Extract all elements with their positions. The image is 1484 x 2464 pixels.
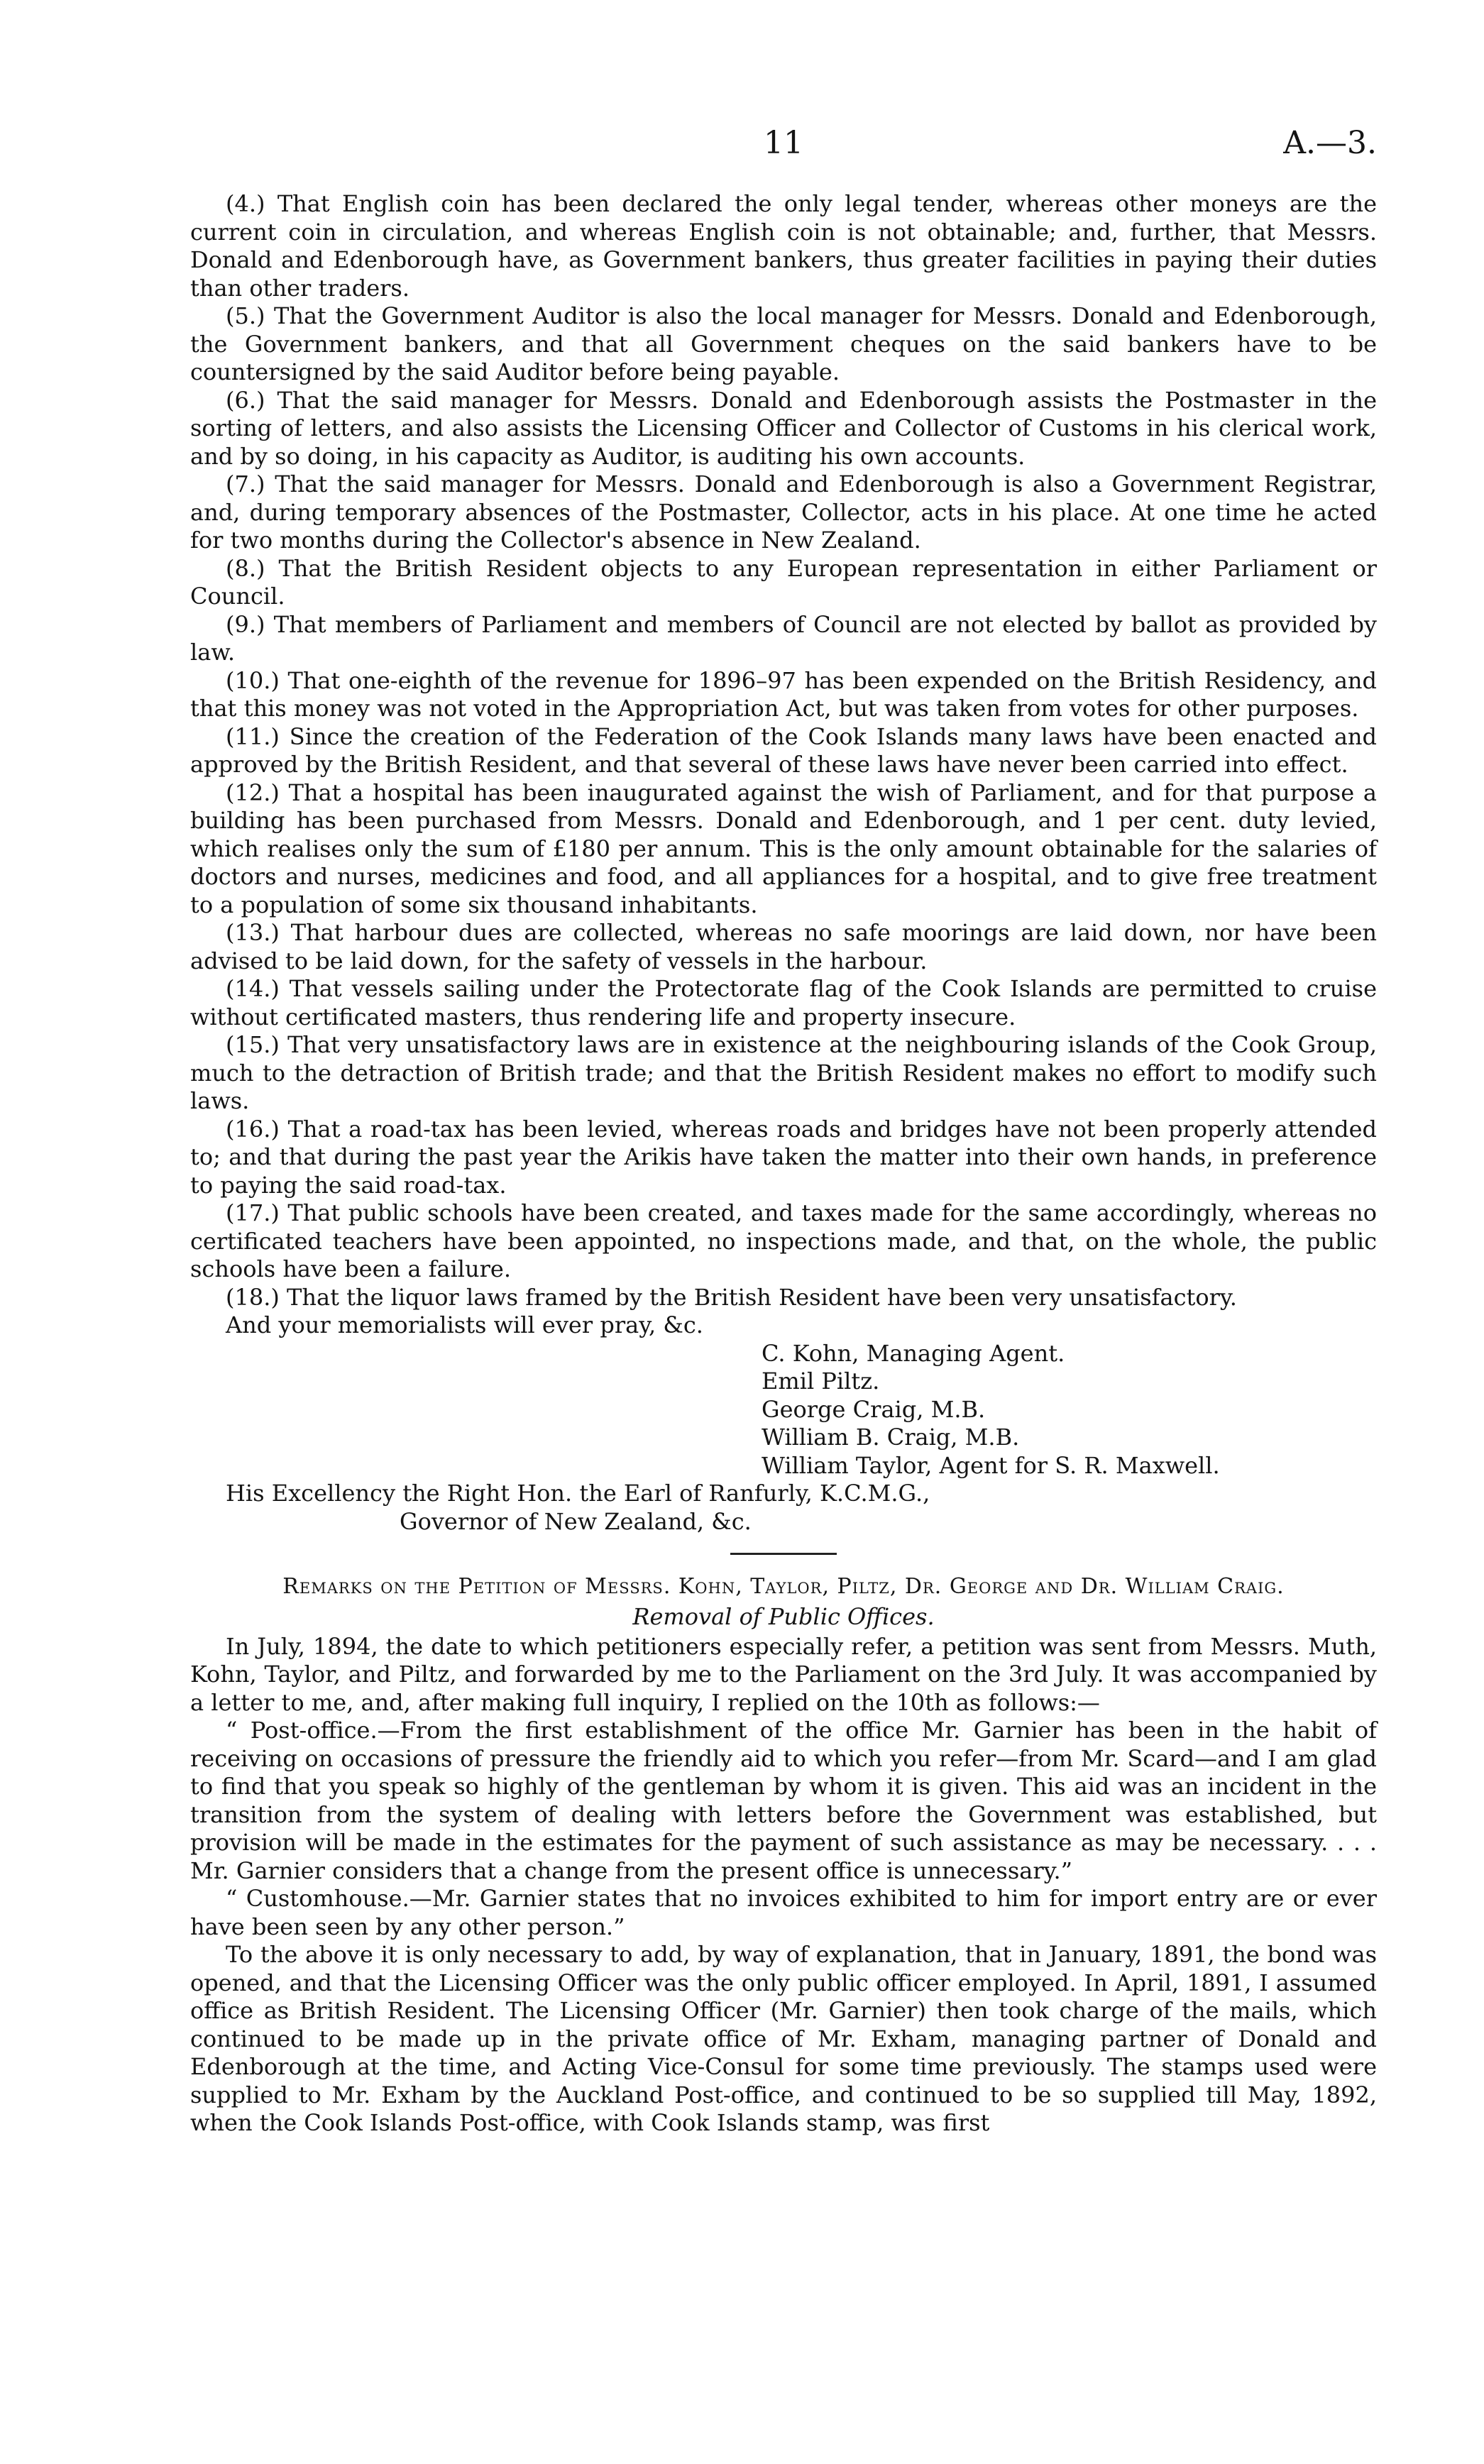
- page-body: [190, 190, 1377, 2138]
- petition-item-12: (12.) That a hospital has been inaugurated against the wish of Parliament, and for that purpose a building has been purchased from Messrs. Donald and Edenborough, and 1 per cent. duty levied, which realises only the sum of £180 per annum. This is the only amount obtainable for the salaries of doctors and nurses, medicines and food, and all appliances for a hospital, and to give free treatment to a population of some six thousand inhabitants.: [190, 779, 1377, 918]
- remarks-paragraph: “ Customhouse.—Mr. Garnier states that no invoices exhibited to him for import entry are or ever have been seen by any other person.”: [190, 1885, 1377, 1940]
- signatory: William Taylor, Agent for S. R. Maxwell.: [762, 1451, 1220, 1479]
- remarks-paragraph: To the above it is only necessary to add, by way of explanation, that in January, 1891, the bond was opened, and that the Licensing Officer was the only public officer employed. In April, 1891, I assumed office as British Resident. The Licensing Officer (Mr. Garnier) then took charge of the mails, which continued to be made up in the private office of Mr. Exham, managing partner of Donald and Edenborough at the time, and Acting Vice-Consul for some time previously. The stamps used were supplied to Mr. Exham by the Auckland Post-office, and continued to be so supplied till May, 1892, when the Cook Islands Post-office, with Cook Islands stamp, was first: [190, 1941, 1377, 2136]
- petition-item-6: (6.) That the said manager for Messrs. Donald and Edenborough assists the Postmaster in the sorting of letters, and also assists the Licensing Officer and Collector of Customs in his clerical work, and by so doing, in his capacity as Auditor, is auditing his own accounts.: [190, 386, 1377, 470]
- petition-item-14: (14.) That vessels sailing under the Protectorate flag of the Cook Islands are permitted to cruise without certificated masters, thus rendering life and property insecure.: [190, 975, 1377, 1030]
- addressee: [190, 1480, 1377, 1536]
- petition-item-10: (10.) That one-eighth of the revenue for 1896–97 has been expended on the British Residency, and that this money was not voted in the Appropriation Act, but was taken from votes for other purposes.: [190, 666, 1377, 722]
- signatory: George Craig, M.B.: [762, 1395, 986, 1423]
- petition-item-7: (7.) That the said manager for Messrs. Donald and Edenborough is also a Government Registrar, and, during temporary absences of the Postmaster, Collector, acts in his place. At one time he acted for two months during the Collector's absence in New Zealand.: [190, 471, 1377, 554]
- petition-item-15: (15.) That very unsatisfactory laws are in existence at the neighbouring islands of the Cook Group, much to the detraction of British trade; and that the British Resident makes no effort to modify such laws.: [190, 1031, 1377, 1114]
- petition-item-9: (9.) That members of Parliament and members of Council are not elected by ballot as provided by law.: [190, 610, 1377, 666]
- petition-item-8: (8.) That the British Resident objects to any European representation in either Parliament or Council.: [190, 554, 1377, 610]
- petition-item-18: (18.) That the liquor laws framed by the British Resident have been very unsatisfactory.: [226, 1283, 1237, 1311]
- section-divider: [730, 1553, 837, 1555]
- signatories: [762, 1340, 1377, 1480]
- signatory: Emil Piltz.: [762, 1368, 880, 1395]
- signatory: William B. Craig, M.B.: [762, 1424, 1020, 1451]
- document-reference: A.—3.: [1283, 125, 1377, 161]
- petition-items: [190, 190, 1377, 1340]
- remarks-paragraph: In July, 1894, the date to which petitioners especially refer, a petition was sent from Messrs. Muth, Kohn, Taylor, and Piltz, and forwarded by me to the Parliament on the 3rd July. It was accompanied by a letter to me, and, after making full inquiry, I replied on the 10th as follows:—: [190, 1632, 1377, 1716]
- signatory: C. Kohn, Managing Agent.: [762, 1339, 1065, 1367]
- petition-item-17: (17.) That public schools have been created, and taxes made for the same accordingly, whereas no certificated teachers have been appointed, no inspections made, and that, on the whole, the public schools have been a failure.: [190, 1199, 1377, 1282]
- petition-item-4: (4.) That English coin has been declared the only legal tender, whereas other moneys are the current coin in circulation, and whereas English coin is not obtainable; and, further, that Messrs. Donald and Edenborough have, as Government bankers, thus greater facilities in paying their duties than other traders.: [190, 190, 1377, 302]
- remarks-paragraphs: [190, 1633, 1377, 2138]
- addressee-line: His Excellency the Right Hon. the Earl of Ranfurly, K.C.M.G.,: [226, 1480, 930, 1507]
- petition-item-11: (11.) Since the creation of the Federation of the Cook Islands many laws have been enacted and approved by the British Resident, and that several of these laws have never been carried into effect.: [190, 722, 1377, 778]
- remarks-paragraph: “ Post-office.—From the first establishment of the office Mr. Garnier has been in the habit of receiving on occasions of pressure the friendly aid to which you refer—from Mr. Scard—and I am glad to find that you speak so highly of the gentleman by whom it is given. This aid was an incident in the transition from the system of dealing with letters before the Government was established, but provision will be made in the estimates for the payment of such assistance as may be necessary. . . . Mr. Garnier considers that a change from the present office is unnecessary.”: [190, 1717, 1377, 1884]
- petition-item-13: (13.) That harbour dues are collected, whereas no safe moorings are laid down, nor have been advised to be laid down, for the safety of vessels in the harbour.: [190, 919, 1377, 974]
- addressee-line: Governor of New Zealand, &c.: [400, 1507, 752, 1535]
- remarks-subheading: Removal of Public Offices.: [632, 1603, 935, 1630]
- remarks-title: Remarks on the Petition of Messrs. Kohn, Taylor, Piltz, Dr. George and Dr. William Craig.: [282, 1574, 1285, 1599]
- petition-item-5: (5.) That the Government Auditor is also the local manager for Messrs. Donald and Edenborough, the Government bankers, and that all Government cheques on the said bankers have to be countersigned by the said Auditor before being payable.: [190, 302, 1377, 385]
- petition-closing: And your memorialists will ever pray, &c.: [226, 1311, 703, 1338]
- page-number: 11: [764, 125, 803, 161]
- petition-item-16: (16.) That a road-tax has been levied, whereas roads and bridges have not been properly attended to; and that during the past year the Arikis have taken the matter into their own hands, in preference to paying the said road-tax.: [190, 1115, 1377, 1199]
- page-header: [190, 121, 1377, 163]
